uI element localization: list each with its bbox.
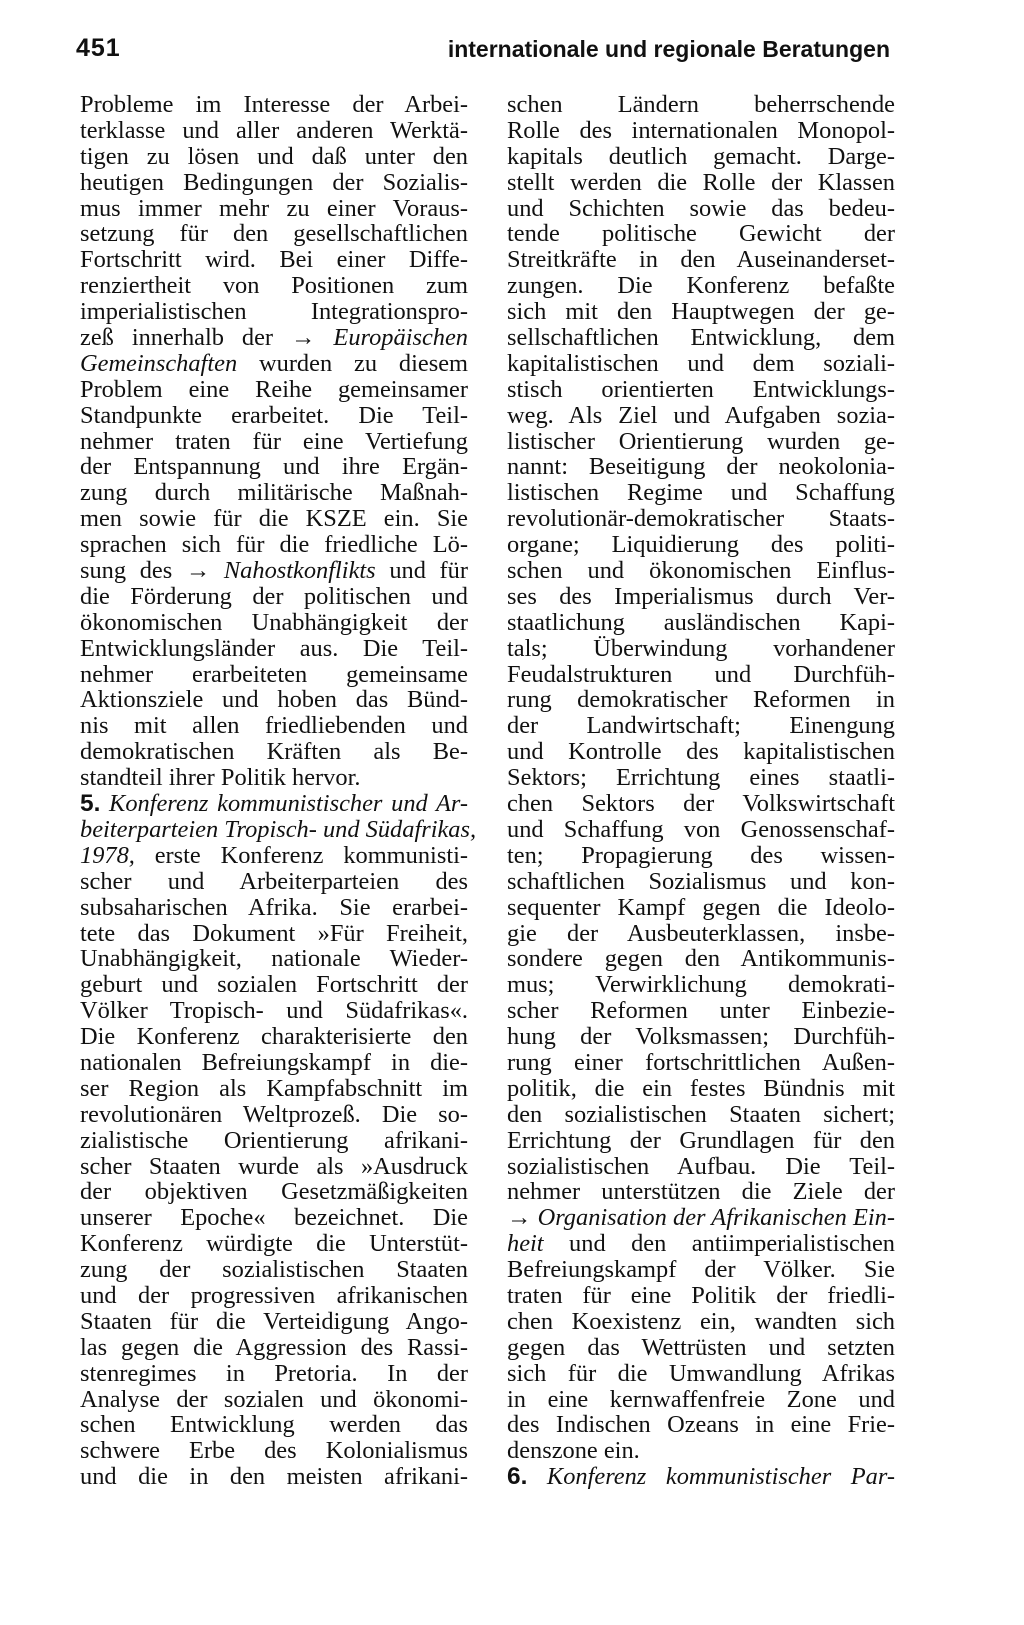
- text-line: [80, 765, 468, 791]
- text-line: [507, 1438, 895, 1464]
- text-line: [507, 972, 895, 998]
- text-segment: und der progressiven afrikanischen: [80, 1281, 468, 1309]
- text-segment: zung der sozialistischen Staaten: [80, 1256, 468, 1284]
- text-segment: sellschaftlichen Entwicklung, dem: [507, 324, 895, 352]
- text-segment: organe; Liquidierung des politi-: [507, 531, 895, 559]
- page-header: [76, 34, 890, 74]
- text-segment: Aktionsziele und hoben das Bünd-: [80, 686, 468, 714]
- text-line: [80, 895, 468, 921]
- italic-reference: Nahostkonflikts: [223, 557, 376, 585]
- text-segment: nehmer erarbeiteten gemeinsame: [80, 660, 468, 688]
- text-segment: schen und ökonomischen Einflus-: [507, 557, 895, 585]
- text-line: [80, 1387, 468, 1413]
- text-segment: Völker Tropisch- und Südafrikas«.: [80, 997, 468, 1025]
- text-segment: der Entspannung und ihre Ergän-: [80, 453, 468, 481]
- text-segment: nannt: Beseitigung der neokolonia-: [507, 453, 895, 481]
- text-line: [507, 869, 895, 895]
- text-line: [80, 273, 468, 299]
- text-segment: scher Staaten wurde als »Ausdruck: [80, 1152, 468, 1180]
- italic-reference: 1978,: [80, 841, 135, 869]
- text-segment: sequenter Kampf gegen die Ideolo-: [507, 893, 895, 921]
- text-segment: listischen Regime und Schaffung: [507, 479, 895, 507]
- text-segment: staatlichung ausländischen Kapi-: [507, 608, 895, 636]
- text-segment: chen Koexistenz ein, wandten sich: [507, 1307, 895, 1335]
- text-line: [80, 972, 468, 998]
- text-segment: scher und Arbeiterparteien des: [80, 867, 468, 895]
- text-line: [507, 1154, 895, 1180]
- text-segment: standteil ihrer Politik hervor.: [80, 764, 361, 792]
- text-segment: listischer Orientierung wurden ge-: [507, 427, 895, 455]
- text-line: [507, 1412, 895, 1438]
- text-line: [507, 1102, 895, 1128]
- text-line: [507, 1464, 895, 1490]
- text-line: [507, 895, 895, 921]
- text-segment: tende politische Gewicht der: [507, 220, 895, 248]
- text-segment: tete das Dokument »Für Freiheit,: [80, 919, 468, 947]
- text-segment: und für: [375, 557, 468, 585]
- text-segment: mus immer mehr zu einer Voraus-: [80, 194, 468, 222]
- text-segment: Feudalstrukturen und Durchfüh-: [507, 660, 895, 688]
- text-segment: zung durch militärische Maßnah-: [80, 479, 468, 507]
- text-segment: schen Ländern beherrschende: [507, 91, 895, 118]
- text-line: [80, 946, 468, 972]
- text-line: [80, 1231, 468, 1257]
- text-segment: stisch orientierten Entwicklungs-: [507, 375, 895, 403]
- page-number: 451: [76, 34, 121, 62]
- text-segment: traten für eine Politik der friedli-: [507, 1281, 895, 1309]
- text-segment: sprachen sich für die friedliche Lö-: [80, 531, 468, 559]
- text-line: [507, 273, 895, 299]
- text-line: [80, 584, 468, 610]
- text-line: [80, 1179, 468, 1205]
- text-line: [80, 713, 468, 739]
- text-line: [507, 1076, 895, 1102]
- text-line: [80, 1076, 468, 1102]
- text-line: [80, 815, 477, 843]
- text-line: [507, 687, 895, 713]
- italic-reference: Organisation der Afrikanischen Ein-: [537, 1204, 895, 1232]
- text-line: [80, 687, 468, 713]
- text-segment: rung demokratischer Reformen in: [507, 686, 895, 714]
- text-line: [507, 765, 895, 791]
- text-line: [507, 454, 895, 480]
- text-segment: denszone ein.: [507, 1437, 640, 1465]
- text-line: [507, 170, 895, 196]
- text-line: [507, 1387, 895, 1413]
- italic-reference: heit: [507, 1230, 544, 1258]
- text-segment: geburt und sozialen Fortschritt der: [80, 971, 468, 999]
- text-segment: revolutionären Weltprozeß. Die so-: [80, 1100, 468, 1128]
- text-segment: schaftlichen Sozialismus und kon-: [507, 867, 895, 895]
- text-line: [80, 998, 468, 1024]
- text-line: [80, 118, 468, 144]
- right-text-column: [507, 92, 895, 1490]
- text-line: [507, 1128, 895, 1154]
- text-segment: scher Reformen unter Einbezie-: [507, 997, 895, 1025]
- text-line: [80, 1257, 468, 1283]
- text-segment: sich für die Umwandlung Afrikas: [507, 1359, 895, 1387]
- text-segment: men sowie für die KSZE ein. Sie: [80, 505, 468, 533]
- text-line: [80, 1412, 468, 1438]
- text-segment: imperialistischen Integrationspro-: [80, 298, 468, 326]
- text-segment: subsaharischen Afrika. Sie erarbei-: [80, 893, 468, 921]
- text-segment: revolutionär-demokratischer Staats-: [507, 505, 895, 533]
- text-line: [80, 1128, 468, 1154]
- text-segment: und Schaffung von Genossenschaf-: [507, 815, 895, 843]
- text-line: [80, 170, 468, 196]
- text-segment: politik, die ein festes Bündnis mit: [507, 1074, 895, 1102]
- text-line: [507, 610, 895, 636]
- text-segment: sich mit den Hauptwegen der ge-: [507, 298, 895, 326]
- text-line: [507, 713, 895, 739]
- text-line: [80, 144, 468, 170]
- text-line: [507, 1205, 895, 1231]
- italic-reference: beiterparteien Tropisch- und Südafrikas,: [80, 815, 477, 843]
- text-line: [507, 1050, 895, 1076]
- text-segment: chen Sektors der Volkswirtschaft: [507, 790, 895, 818]
- text-line: [507, 662, 895, 688]
- text-segment: zialistische Orientierung afrikani-: [80, 1126, 468, 1154]
- text-segment: zeß innerhalb der →: [80, 324, 334, 352]
- text-line: [80, 377, 468, 403]
- italic-reference: Konferenz kommunistischer und Ar-: [100, 790, 468, 818]
- text-line: [80, 1464, 468, 1490]
- text-segment: Streitkräfte in den Auseinanderset-: [507, 246, 895, 274]
- text-line: [80, 921, 468, 947]
- text-segment: gegen das Wettrüsten und setzten: [507, 1333, 895, 1361]
- text-segment: ses des Imperialismus durch Ver-: [507, 582, 895, 610]
- text-segment: kapitals deutlich gemacht. Darge-: [507, 142, 895, 170]
- text-segment: heutigen Bedingungen der Sozialis-: [80, 168, 468, 196]
- text-segment: die Förderung der politischen und: [80, 582, 468, 610]
- text-segment: Sektors; Errichtung eines staatli-: [507, 764, 895, 792]
- text-segment: zungen. Die Konferenz befaßte: [507, 272, 895, 300]
- text-line: [80, 558, 468, 584]
- text-segment: Unabhängigkeit, nationale Wieder-: [80, 945, 468, 973]
- text-line: [80, 247, 468, 273]
- text-line: [80, 1361, 468, 1387]
- text-line: [80, 299, 468, 325]
- text-line: [80, 1438, 468, 1464]
- text-line: [507, 1231, 895, 1257]
- text-segment: sung des →: [80, 557, 224, 585]
- text-line: [80, 662, 468, 688]
- text-segment: tals; Überwindung vorhandener: [507, 634, 895, 662]
- text-line: [507, 791, 895, 817]
- text-line: [507, 558, 895, 584]
- text-segment: schen Entwicklung werden das: [80, 1411, 468, 1439]
- entry-number: 6.: [507, 1463, 528, 1491]
- text-segment: Analyse der sozialen und ökonomi-: [80, 1385, 468, 1413]
- text-segment: rung einer fortschrittlichen Außen-: [507, 1048, 895, 1076]
- text-line: [507, 739, 895, 765]
- left-text-column: [80, 91, 477, 1491]
- text-segment: Befreiungskampf der Völker. Sie: [507, 1256, 895, 1284]
- text-segment: nehmer unterstützen die Ziele der: [507, 1178, 895, 1206]
- text-segment: des Indischen Ozeans in eine Frie-: [507, 1411, 895, 1439]
- italic-reference: Gemeinschaften: [80, 349, 238, 377]
- text-segment: Die Konferenz charakterisierte den: [80, 1023, 468, 1051]
- text-segment: erste Konferenz kommunisti-: [134, 841, 468, 869]
- text-line: [80, 196, 468, 222]
- text-line: [80, 221, 468, 247]
- text-line: [507, 221, 895, 247]
- text-segment: hung der Volksmassen; Durchfüh-: [507, 1023, 895, 1051]
- text-line: [80, 1024, 468, 1050]
- text-segment: sondere gegen den Antikommunis-: [507, 945, 895, 973]
- text-line: [507, 325, 895, 351]
- text-line: [80, 843, 468, 869]
- text-line: [507, 506, 895, 532]
- text-line: [507, 196, 895, 222]
- text-segment: las gegen die Aggression des Rassi-: [80, 1333, 468, 1361]
- text-line: [507, 1283, 895, 1309]
- text-segment: setzung für den gesellschaftlichen: [80, 220, 468, 248]
- text-line: [507, 480, 895, 506]
- running-head: internationale und regionale Beratungen: [447, 36, 890, 62]
- text-segment: renziertheit von Positionen zum: [80, 272, 468, 300]
- text-line: [507, 1257, 895, 1283]
- text-line: [80, 403, 468, 429]
- text-segment: terklasse und aller anderen Werktä-: [80, 116, 468, 144]
- text-line: [80, 610, 468, 636]
- text-line: [507, 1361, 895, 1387]
- text-segment: mus; Verwirklichung demokrati-: [507, 971, 895, 999]
- text-line: [507, 144, 895, 170]
- text-line: [80, 1102, 468, 1128]
- text-segment: stellt werden die Rolle der Klassen: [507, 168, 895, 196]
- text-segment: nis mit allen friedliebenden und: [80, 712, 468, 740]
- text-line: [507, 921, 895, 947]
- text-line: [507, 92, 895, 118]
- text-line: [507, 636, 895, 662]
- text-segment: demokratischen Kräften als Be-: [80, 738, 468, 766]
- text-segment: Konferenz würdigte die Unterstüt-: [80, 1230, 468, 1258]
- text-line: [80, 351, 468, 377]
- text-segment: Problem eine Reihe gemeinsamer: [80, 375, 468, 403]
- text-line: [80, 1335, 468, 1361]
- text-segment: Entwicklungsländer aus. Die Teil-: [80, 634, 468, 662]
- text-segment: und den antiimperialistischen: [543, 1230, 895, 1258]
- text-segment: kapitalistischen und dem soziali-: [507, 349, 895, 377]
- text-segment: gie der Ausbeuterklassen, insbe-: [507, 919, 895, 947]
- text-line: [80, 325, 468, 351]
- text-segment: →: [507, 1204, 538, 1232]
- text-segment: Staaten für die Verteidigung Ango-: [80, 1307, 468, 1335]
- text-segment: und die in den meisten afrikani-: [80, 1463, 468, 1491]
- text-line: [80, 480, 468, 506]
- italic-reference: Konferenz kommunistischer Par-: [527, 1463, 895, 1491]
- text-line: [507, 377, 895, 403]
- text-segment: Probleme im Interesse der Arbei-: [80, 91, 468, 118]
- text-line: [80, 869, 468, 895]
- text-segment: Standpunkte erarbeitet. Die Teil-: [80, 401, 468, 429]
- text-line: [507, 843, 895, 869]
- text-line: [507, 1309, 895, 1335]
- text-line: [507, 429, 895, 455]
- text-line: [80, 429, 468, 455]
- text-line: [507, 1024, 895, 1050]
- text-line: [507, 351, 895, 377]
- text-segment: wurden zu diesem: [237, 349, 468, 377]
- text-line: [507, 532, 895, 558]
- text-segment: der objektiven Gesetzmäßigkeiten: [80, 1178, 468, 1206]
- text-line: [80, 636, 468, 662]
- text-line: [80, 1309, 468, 1335]
- text-line: [80, 791, 468, 817]
- text-line: [80, 532, 468, 558]
- text-line: [80, 1050, 468, 1076]
- text-line: [80, 739, 468, 765]
- text-line: [507, 1179, 895, 1205]
- text-line: [507, 584, 895, 610]
- text-line: [80, 1283, 468, 1309]
- text-line: [507, 403, 895, 429]
- text-segment: nehmer traten für eine Vertiefung: [80, 427, 468, 455]
- text-line: [80, 506, 468, 532]
- text-line: [80, 454, 468, 480]
- text-segment: weg. Als Ziel und Aufgaben sozia-: [507, 401, 895, 429]
- text-line: [507, 247, 895, 273]
- text-line: [507, 1335, 895, 1361]
- text-segment: Errichtung der Grundlagen für den: [507, 1126, 895, 1154]
- text-segment: ser Region als Kampfabschnitt im: [80, 1074, 468, 1102]
- text-segment: Fortschritt wird. Bei einer Diffe-: [80, 246, 468, 274]
- text-segment: und Kontrolle des kapitalistischen: [507, 738, 895, 766]
- text-segment: unserer Epoche« bezeichnet. Die: [80, 1204, 468, 1232]
- text-segment: nationalen Befreiungskampf in die-: [80, 1048, 468, 1076]
- text-segment: in eine kernwaffenfreie Zone und: [507, 1385, 895, 1413]
- text-line: [507, 946, 895, 972]
- text-segment: ten; Propagierung des wissen-: [507, 841, 895, 869]
- text-segment: tigen zu lösen und daß unter den: [80, 142, 468, 170]
- text-segment: Rolle des internationalen Monopol-: [507, 116, 895, 144]
- text-line: [80, 1154, 468, 1180]
- text-line: [507, 118, 895, 144]
- text-segment: stenregimes in Pretoria. In der: [80, 1359, 468, 1387]
- text-line: [80, 1205, 468, 1231]
- text-line: [507, 299, 895, 325]
- text-segment: sozialistischen Aufbau. Die Teil-: [507, 1152, 895, 1180]
- text-line: [507, 817, 895, 843]
- text-segment: ökonomischen Unabhängigkeit der: [80, 608, 468, 636]
- text-segment: schwere Erbe des Kolonialismus: [80, 1437, 468, 1465]
- entry-number: 5.: [80, 790, 101, 818]
- text-line: [507, 998, 895, 1024]
- text-segment: den sozialistischen Staaten sichert;: [507, 1100, 895, 1128]
- text-segment: der Landwirtschaft; Einengung: [507, 712, 895, 740]
- text-line: [80, 92, 468, 118]
- italic-reference: Europäischen: [333, 324, 468, 352]
- text-segment: und Schichten sowie das bedeu-: [507, 194, 895, 222]
